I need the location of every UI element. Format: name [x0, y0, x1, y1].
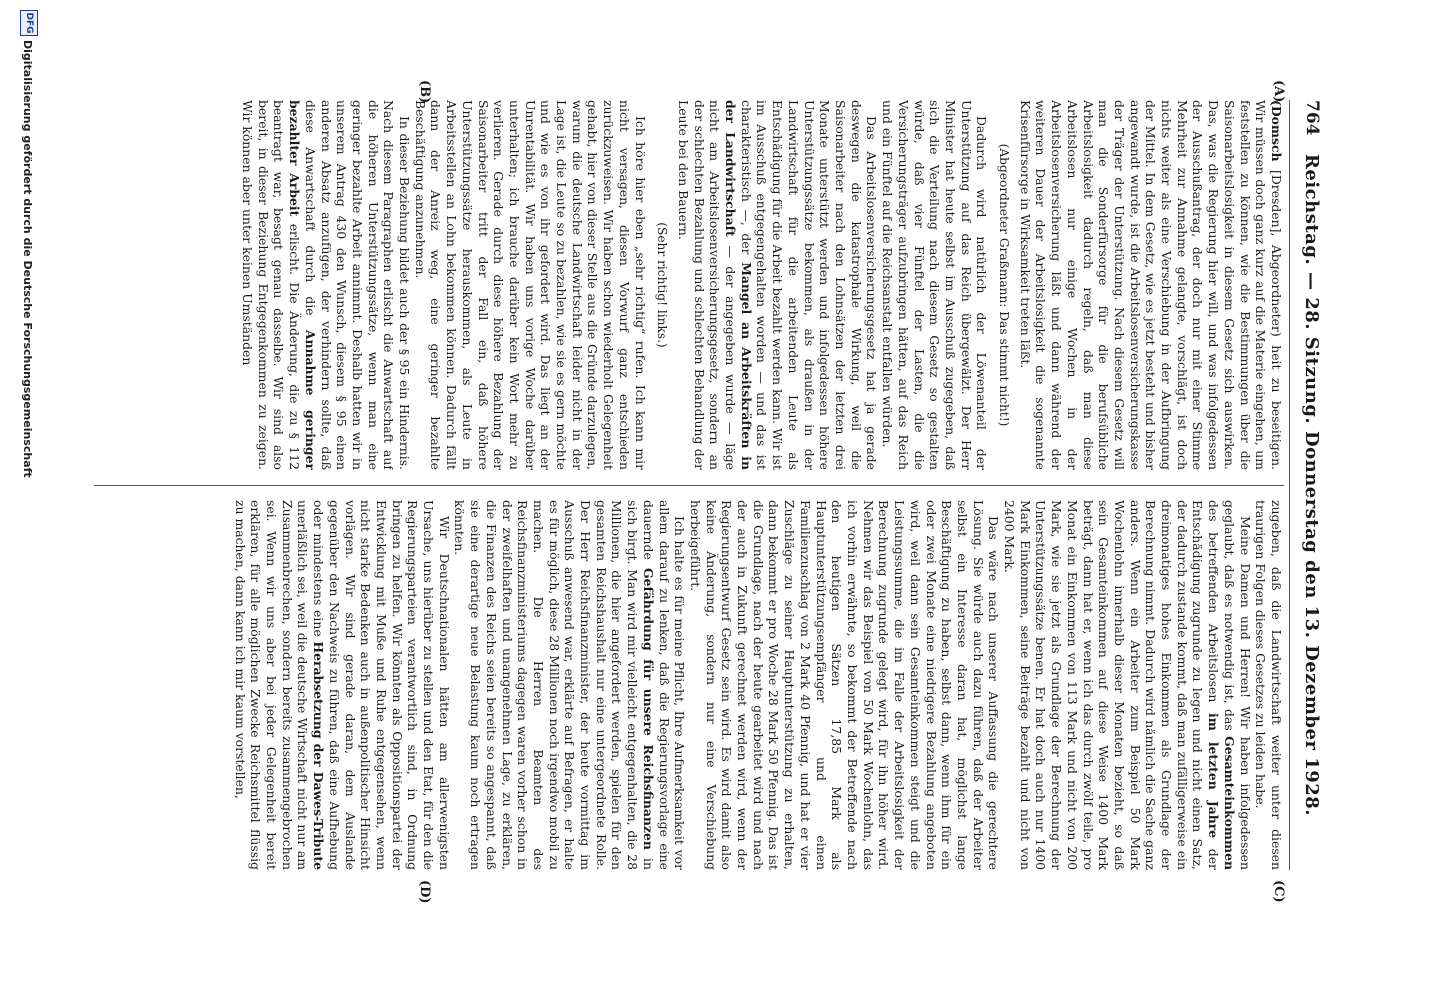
- paragraph-text: In dieser Beziehung bildet auch der § 95 ein Hindernis. Nach diesem Paragraphen erlischt die Anwartschaft auf die höheren Unterstützungssätze, wenn man eine geringer bezahlte Arbeit annimmt. Deshalb hatten wir in unserem Antrag 430 den Wunsch, diesem § 95 einen anderen Absatz anzufügen, der verhindern sollte, daß diese Anwartschaft durch die: [302, 100, 413, 470]
- paragraph-text: Das Arbeitslosenversicherungsgesetz hat ja gerade deswegen die katastrophale Wirkung, weil die Saisonarbeiter nach den Lohnsätzen der letzten drei Monate unterstützt werden und infolgedessen höhere Unterstützungssätze bekommen, als draußen in der Landwirtschaft für die arbeitenden Leute als Entschädigung für die Arbeit bezahlt werden kann. Wir ist im Ausschuß entgegengehalten worden — und das ist charakteristisch —, der: [738, 100, 880, 470]
- paragraph: [232, 500, 452, 870]
- column-divider: [94, 485, 1284, 486]
- page-header: [1292, 100, 1322, 870]
- paragraph-text: des betreffenden Arbeitslosen: [1206, 500, 1222, 703]
- emphasis: im letzten Jahre: [1206, 712, 1222, 839]
- speaker-name: (Domsch: [1269, 100, 1284, 162]
- emphasis: Annahme geringer bezahlter Arbeit: [287, 100, 318, 470]
- paragraph: [1001, 500, 1252, 870]
- paragraph: Das wäre nach unserer Auffassung die gerechtere Lösung. Sie würde auch dazu führen, daß der Arbeiter selbst ein Interesse daran hat, möglichst lange Beschäftigung zu haben, selbst dann, wenn ihm für ein oder zwei Monate eine niedrigere Bezahlung angeboten wird, weil dann sein Gesamteinkommen steigt und die Leistungssumme, die im Falle der Arbeitslosigkeit der Berechnung zugrunde gelegt wird, für ihn höher wird. Nehmen wir das Beispiel von 50 Mark Wochenlohn, das ich vorhin erwähnte, so bekommt der Betreffende nach den heutigen Sätzen 17,85 Mark als Hauptunterstützungsempfänger und einen Familienzuschlag von 2 Mark 40 Pfennig, und hat er vier Zuschläge zu seiner Hauptunterstützung zu erhalten, dann bekommt er pro Woche 28 Mark 50 Pfennig. Das ist die Grundlage, nach der heute gearbeitet wird und nach der auch in Zukunft gerechnet werden wird, wenn der Regierungsentwurf Gesetz sein wird. Es wird damit also keine Änderung, sondern nur eine Verschiebung herbeigeführt.: [687, 500, 1002, 870]
- text-column-left: [94, 100, 1284, 470]
- dfg-logo: DFG: [20, 10, 38, 36]
- speaker-affiliation: [Dresden], Abgeordneter): [1269, 161, 1284, 337]
- paragraph-text: Meine Damen und Herren! Wir haben infolgedessen geglaubt, daß es notwendig ist, das: [1221, 500, 1253, 870]
- emphasis: Herabsetzung der Dawes-Tribute: [311, 641, 327, 870]
- paragraph-text: Ich halte es für meine Pflicht, Ihre Aufmerksamkeit vor allem darauf zu lenken, daß die Regierungsvorlage eine dauernde: [640, 500, 688, 870]
- paragraph-text: erlischt. Die Änderung, die zu § 112 beantragt war, besagt genau dasselbe. Wir sind also bereit, in dieser Beziehung Entgegenkommen zu zeigen. Wir können aber unter keinen Umständen: [240, 100, 303, 470]
- running-title: Reichstag. — 28. Sitzung. Donnerstag den 13. Dezember 1928.: [1301, 153, 1322, 817]
- digitization-footer: [14, 0, 134, 1000]
- header-divider: [1289, 100, 1290, 870]
- margin-marker-c: (C): [1271, 880, 1286, 903]
- emphasis: Gefährdung für unsere Reichsfinanzen: [640, 567, 656, 850]
- funding-notice: Digitalisierung gefördert durch die Deutsche Forschungsgemeinschaft: [21, 40, 34, 478]
- interjection: (Sehr richtig! links.): [655, 222, 670, 348]
- paragraph-text: — der angegeben wurde — läge nicht am Arbeitslosenversicherungsgesetz, sondern an der schlechten Bezahlung und schlechten Behandlung der Leute bei den Bauern.: [675, 100, 739, 470]
- paragraph-text: Wir Deutschnationalen hätten am allerwenigsten Ursache, uns hierüber zu stellen und den Etat, für den die Regierungsparteien verantwortlich sind, in Ordnung bringen zu helfen. Wir könnten als Oppositionspartei der Entwicklung mit Muße und Ruhe entgegensehen, wenn nicht starke Bedenken auch in außenpolitischer Hinsicht vorlägen. Wir sind gerade daran, dem Auslande gegenüber den Nachweis zu führen, daß eine Aufhebung oder mindestens eine: [311, 500, 452, 870]
- paragraph: [675, 100, 879, 470]
- paragraph: Dadurch wird natürlich der Löwenanteil der Unterstützung auf das Reich übergewälzt. Der Herr Minister hat heute selbst im Ausschuß zugegeben, daß sich die Verteilung nach diesem Gesetz so gestalten würde, daß vier Fünftel der Lasten, die die Versicherungsträger aufzubringen hätten, auf das Reich und ein Fünftel auf die Reichsanstalt entfallen würden.: [880, 100, 990, 470]
- paragraph-text: der Entschädigung zugrunde zu legen und nicht einen Satz, der dadurch zustande kommt, daß man zufälligerweise ein dreimonatiges hohes Einkommen als Grundlage der Berechnung nimmt. Dadurch wird nämlich die Sache ganz anders. Wenn ein Arbeiter zum Beispiel 50 Mark Wochenlohn innerhalb dieser Monaten bezieht, so daß sein Gesamteinkommen auf diese Weise 1400 Mark beträgt, dann hat er, wenn ich das durch zwölf teile, pro Monat ein Einkommen von 113 Mark und nicht von 200 Mark, wie sie jetzt als Grundlage der Berechnung der Unterstützungssätze benen. Er hat doch auch nur 1400 Mark Einkommen, seine Beiträge bezahlt und nicht von 2400 Mark.: [1002, 500, 1222, 870]
- margin-marker-b: (B): [417, 80, 432, 104]
- paragraph-text: heit zu beseitigen. Wir müssen doch ganz kurz auf die Materie eingehen, um feststellen zu können, wie die Bestimmungen über die Saisonarbeitslosigkeit in diesem Gesetz sich auswirken. Das, was die Regierung hier will, und was infolgedessen der Ausschußantrag, der doch nur mit einer Stimme Mehrheit zur Annahme gelangte, vorschlägt, ist doch nichts weiter als eine Verschiebung in der Aufbringung der Mittel. In dem Gesetz, wie es jetzt besteht und bisher angewandt wurde, ist die Arbeitslosenversicherungskasse der Träger der Unterstützung. Nach diesem Gesetz will man die Sonderfürsorge für die berufsübliche Arbeitslosigkeit dadurch regeln, daß man diese Arbeitslosen nur einige Wochen in der Arbeitslosenversicherung läßt und dann während der weiteren Dauer der Arbeitslosigkeit die sogenannte Krisenfürsorge in Wirksamkeit treten läßt.: [1017, 100, 1284, 470]
- margin-marker-d: (D): [417, 880, 432, 904]
- paragraph: [1017, 100, 1284, 470]
- paragraph: [239, 100, 412, 470]
- emphasis: Gesamteinkommen: [1221, 736, 1237, 870]
- margin-marker-a: (A): [1271, 80, 1286, 103]
- page-number: 764: [1302, 100, 1322, 136]
- paragraph-text: unerläßlich sei, weil die deutsche Wirtschaft nicht nur am Zusammenbrechen, sondern bereits zusammengebrochen sei. Wenn wir uns aber bei jeder Gelegenheit bereit erklären, für alle möglichen Zwecke Reichsmittel flüssig zu machen, dann kann ich mir kaum vorstellen,: [232, 500, 311, 870]
- interjection: (Abgeordneter Graßmann: Das stimmt nicht!): [997, 143, 1012, 427]
- paragraph: [452, 500, 688, 870]
- paragraph: zugeben, daß die Landwirtschaft weiter unter diesen traurigen Folgen dieses Gesetzes zu leiden habe.: [1253, 500, 1284, 870]
- paragraph: Ich höre hier eben „sehr richtig“ rufen. Ich kann mir nicht versagen, diesen Vorwurf ganz entschieden zurückzuweisen. Wir haben schon wiederholt Gelegenheit gehabt, hier von dieser Stelle aus die Gründe darzulegen, warum die deutsche Landwirtschaft leider nicht in der Lage ist, die Leute so zu bezahlen, wie sie es gern möchte und wie es von ihr gefordert wird. Das liegt an der Unrentabilität. Wir haben uns vorige Woche darüber unterhalten; ich brauche darüber kein Wort mehr zu verlieren. Gerade durch diese höhere Bezahlung der Saisonarbeiter tritt der Fall ein, daß höhere Unterstützungssätze herauskommen, als Leute in Arbeitsstellen an Lohn bekommen können. Dadurch fällt dann der Anreiz weg, eine geringer bezahlte Beschäftigung anzunehmen.: [412, 100, 648, 470]
- paragraph-text: in sich birgt. Man wird mir vielleicht entgegenhalten, die 28 Millionen, die hier angefordert werden, spielen für den gesamten Reichshaushalt nur eine untergeordnete Rolle. Der Herr Reichsfinanzminister, der heute vormittag im Ausschuß anwesend war, erklärte auf Befragen, er halte es für möglich, diese 28 Millionen noch irgendwo mobil zu machen. Die Herren Beamten des Reichsfinanzministeriums dagegen waren vorher schon in der zweifelhaften und unangenehmen Lage, zu erklären, die Finanzen des Reichs seien bereits so angespannt, daß sie eine derartige neue Belastung kaum noch ertragen könnten.: [452, 500, 656, 870]
- emphasis: Mangel an Arbeitskräften in der Landwirtschaft: [723, 100, 754, 470]
- text-column-right: [94, 500, 1284, 870]
